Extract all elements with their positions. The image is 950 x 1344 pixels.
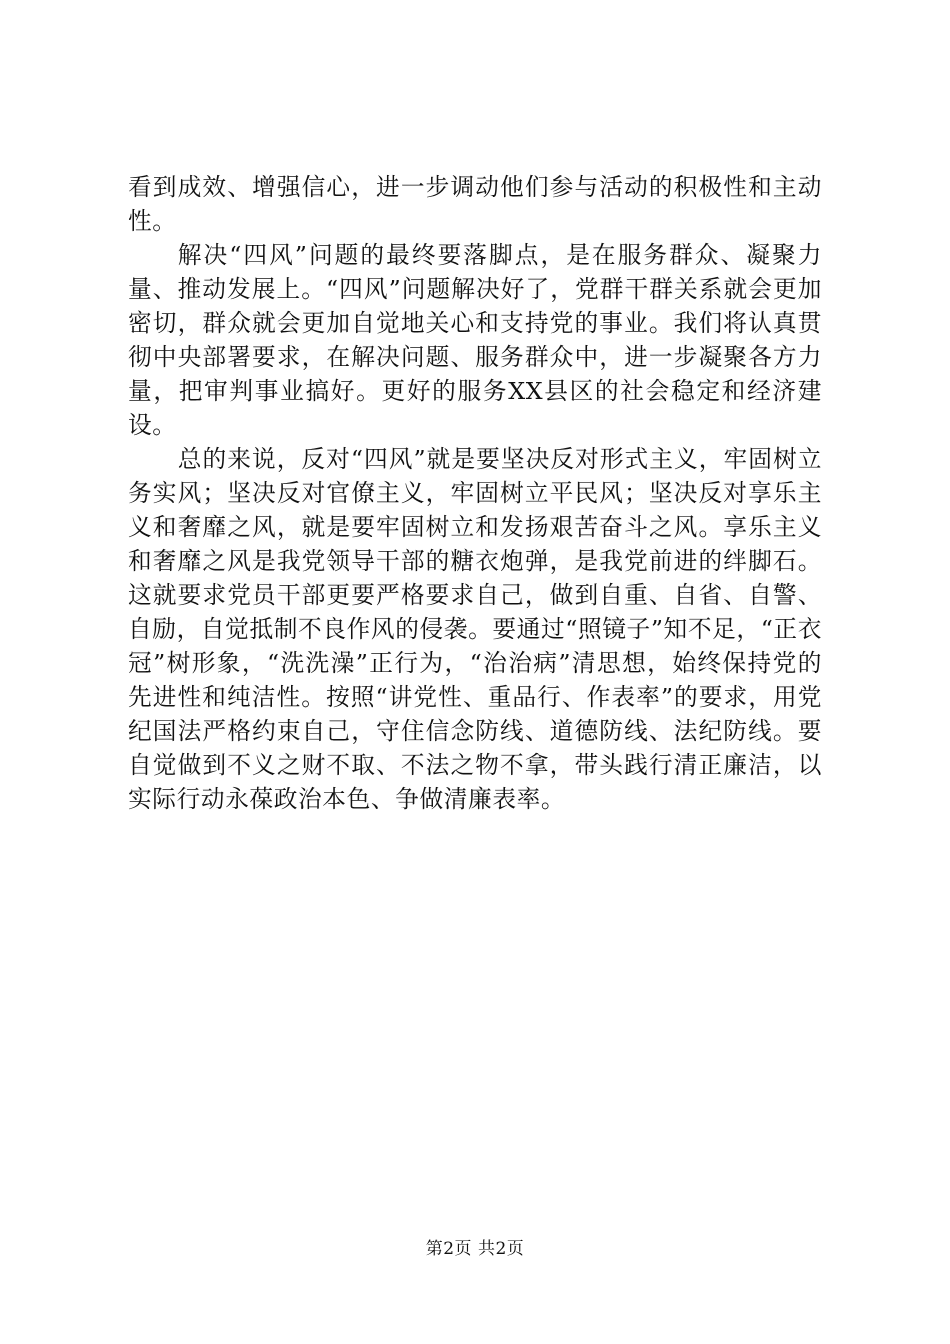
paragraph-3: 总的来说，反对“四风”就是要坚决反对形式主义，牢固树立务实风；坚决反对官僚主义，牢固树立平民风；坚决反对享乐主义和奢靡之风，就是要牢固树立和发扬艰苦奋斗之风。享乐主义和奢靡之风是我党领导干部的糖衣炮弹，是我党前进的绊脚石。这就要求党员干部更要严格要求自己，做到自重、自省、自警、自励，自觉抵制不良作风的侵袭。要通过“照镜子”知不足，“正衣冠”树形象，“洗洗澡”正行为，“治治病”清思想，始终保持党的先进性和纯洁性。按照“讲党性、重品行、作表率”的要求，用党纪国法严格约束自己，守住信念防线、道德防线、法纪防线。要自觉做到不义之财不取、不法之物不拿，带头践行清正廉洁，以实际行动永葆政治本色、争做清廉表率。 bbox=[128, 445, 822, 813]
page-footer: 第2页 共2页 bbox=[425, 1239, 525, 1259]
paragraph-1: 看到成效、增强信心，进一步调动他们参与活动的积极性和主动性。 bbox=[128, 173, 822, 235]
document-body bbox=[128, 170, 822, 816]
paragraph-2: 解决“四风”问题的最终要落脚点，是在服务群众、凝聚力量、推动发展上。“四风”问题解决好了，党群干群关系就会更加密切，群众就会更加自觉地关心和支持党的事业。我们将认真贯彻中央部署要求，在解决问题、服务群众中，进一步凝聚各方力量，把审判事业搞好。更好的服务XX县区的社会稳定和经济建设。 bbox=[128, 241, 822, 439]
